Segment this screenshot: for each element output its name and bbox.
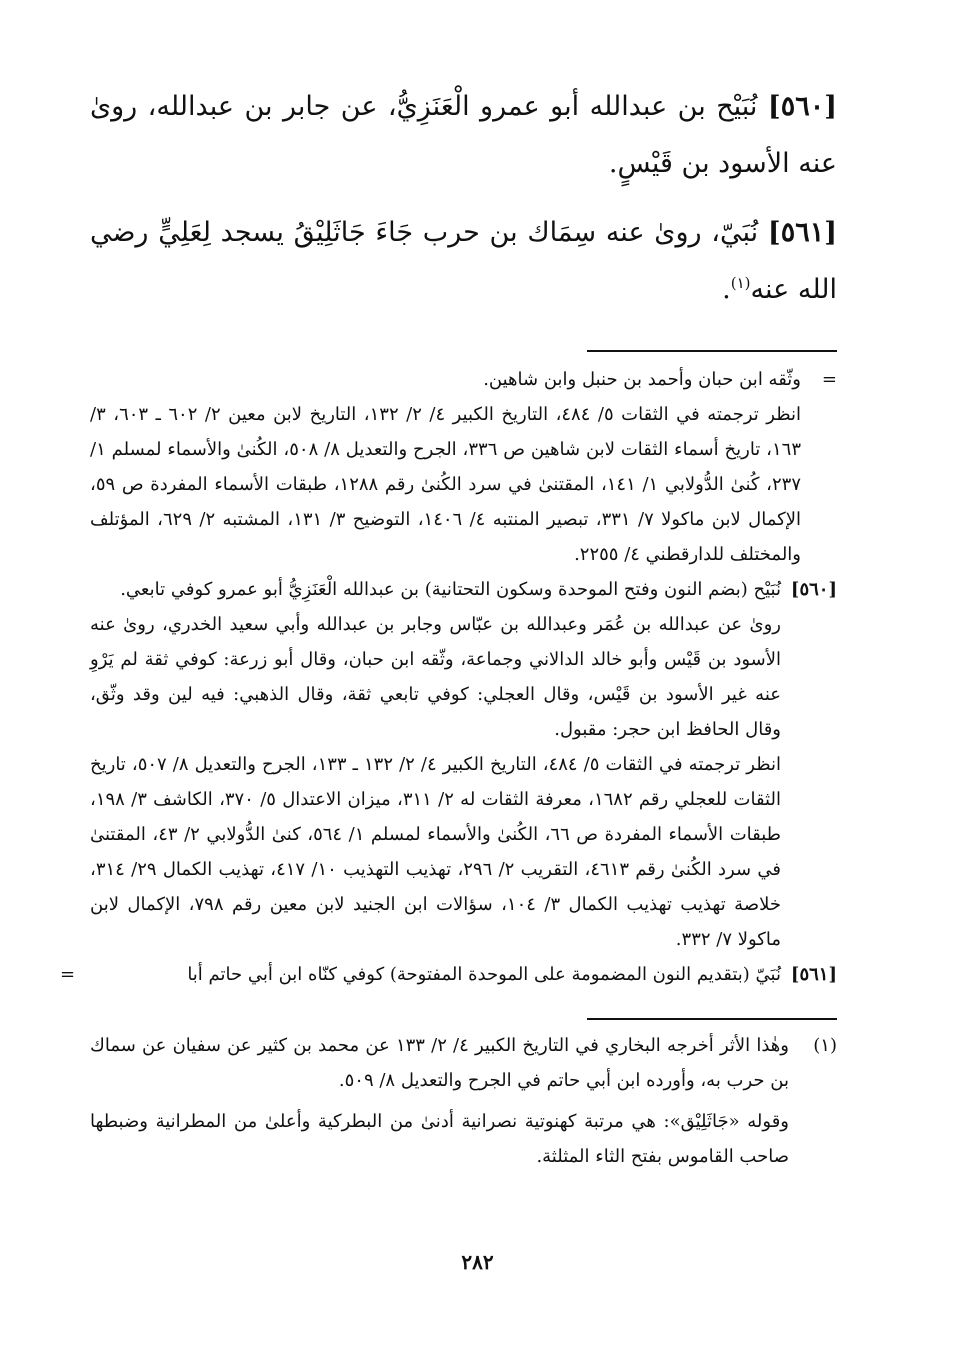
commentary-continuation — [90, 362, 837, 572]
entry-text: نُبَيْح بن عبدالله أبو عمرو الْعَنَزِيُّ، عن جابر بن عبدالله، روىٰ عنه الأسود بن قَيْسٍ. — [90, 91, 837, 179]
commentary-section — [60, 362, 837, 992]
page-number: ٢٨٢ — [461, 1250, 494, 1274]
commentary-number: [٥٦٠] — [790, 579, 837, 600]
commentary-rule — [587, 350, 837, 352]
entry-560 — [90, 78, 837, 192]
footnote-ref: (١) — [730, 274, 751, 292]
commentary-paragraph: انظر ترجمته في الثقات ٥/ ٤٨٤، التاريخ الكبير ٤/ ٢/ ١٣٢، التاريخ لابن معين ٢/ ٦٠٢ ـ ٦٠٣، ٣/ ١٦٣، تاريخ أسماء الثقات لابن شاهين ص ٣٣٦، الجرح والتعديل ٨/ ٥٠٨، الكُنىٰ والأسماء لمسلم ١/ ٢٣٧، كُنىٰ الدُّولابي ١/ ١٤١، المقتنىٰ في سرد الكُنىٰ رقم ١٢٨٨، طبقات الأسماء المفردة ص ٥٩، الإكمال لابن ماكولا ٧/ ٣٣١، تبصير المنتبه ٤/ ١٤٠٦، التوضيح ٣/ ١٣١، المشتبه ٢/ ٦٢٩، المؤتلف والمختلف للدارقطني ٤/ ٢٢٥٥. — [90, 404, 802, 565]
commentary-560 — [90, 572, 837, 957]
footnote-1 — [90, 1028, 837, 1174]
commentary-paragraph: نُبَيّ (بتقديم النون المضمومة على الموحدة المفتوحة) كوفي كنّاه ابن أبي حاتم أبا — [187, 964, 781, 985]
entry-number: [٥٦٠] — [767, 91, 837, 122]
commentary-paragraph: وثّقه ابن حبان وأحمد بن حنبل وابن شاهين. — [483, 369, 801, 390]
entry-number: [٥٦١] — [767, 217, 837, 248]
footnote-paragraph: وقوله «جَاثَلِيْق»: هي مرتبة كهنوتية نصرانية أدنىٰ من البطركية وأعلىٰ من المطرانية وضبطها صاحب القاموس بفتح الثاء المثلثة. — [90, 1111, 789, 1167]
continuation-mark: = — [821, 369, 837, 390]
commentary-paragraph: نُبَيْح (بضم النون وفتح الموحدة وسكون التحتانية) بن عبدالله الْعَنَزِيُّ أبو عمرو كوفي تابعي. — [120, 579, 781, 600]
continuation-mark: = — [60, 964, 76, 985]
commentary-paragraph: روىٰ عن عبدالله بن عُمَر وعبدالله بن عبّاس وجابر بن عبدالله وأبي سعيد الخدري، روىٰ عنه الأسود بن قَيْس وأبو خالد الدالاني وجماعة، وثّقه ابن حبان، وقال أبو زرعة: كوفي ثقة لم يَرْوِ عنه غير الأسود بن قَيْس، وقال العجلي: كوفي تابعي ثقة، وقال الذهبي: فيه لين وقد وثّق، وقال الحافظ ابن حجر: مقبول. — [90, 614, 781, 740]
entry-text: نُبَيّ، روىٰ عنه سِمَاك بن حرب جَاءَ جَاثَلِيْقُ يسجد لِعَلِيٍّ رضي الله عنه — [90, 217, 837, 305]
commentary-number: [٥٦١] — [790, 964, 837, 985]
footnote-rule — [587, 1018, 837, 1020]
entry-561 — [90, 204, 837, 318]
entry-end: . — [722, 274, 731, 305]
page-body — [60, 78, 837, 1174]
commentary-paragraph: انظر ترجمته في الثقات ٥/ ٤٨٤، التاريخ الكبير ٤/ ٢/ ١٣٢ ـ ١٣٣، الجرح والتعديل ٨/ ٥٠٧، تاريخ الثقات للعجلي رقم ١٦٨٢، معرفة الثقات له ٢/ ٣١١، ميزان الاعتدال ٥/ ٣٧٠، الكاشف ٣/ ١٩٨، طبقات الأسماء المفردة ص ٦٦، الكُنىٰ والأسماء لمسلم ١/ ٥٦٤، كنىٰ الدُّولابي ٢/ ٤٣، المقتنىٰ في سرد الكُنىٰ رقم ٤٦١٣، التقريب ٢/ ٢٩٦، تهذيب التهذيب ١٠/ ٤١٧، تهذيب الكمال ٢٩/ ٣١٤، خلاصة تهذيب تهذيب الكمال ٣/ ١٠٤، سؤالات ابن الجنيد لابن معين رقم ٧٩٨، الإكمال لابن ماكولا ٧/ ٣٣٢. — [90, 754, 782, 950]
commentary-561 — [60, 957, 837, 992]
footnote-number: (١) — [813, 1035, 837, 1056]
footnote-paragraph: وهٰذا الأثر أخرجه البخاري في التاريخ الكبير ٤/ ٢/ ١٣٣ عن محمد بن كثير عن سفيان عن سماك بن حرب به، وأورده ابن أبي حاتم في الجرح والتعديل ٨/ ٥٠٩. — [90, 1035, 789, 1091]
